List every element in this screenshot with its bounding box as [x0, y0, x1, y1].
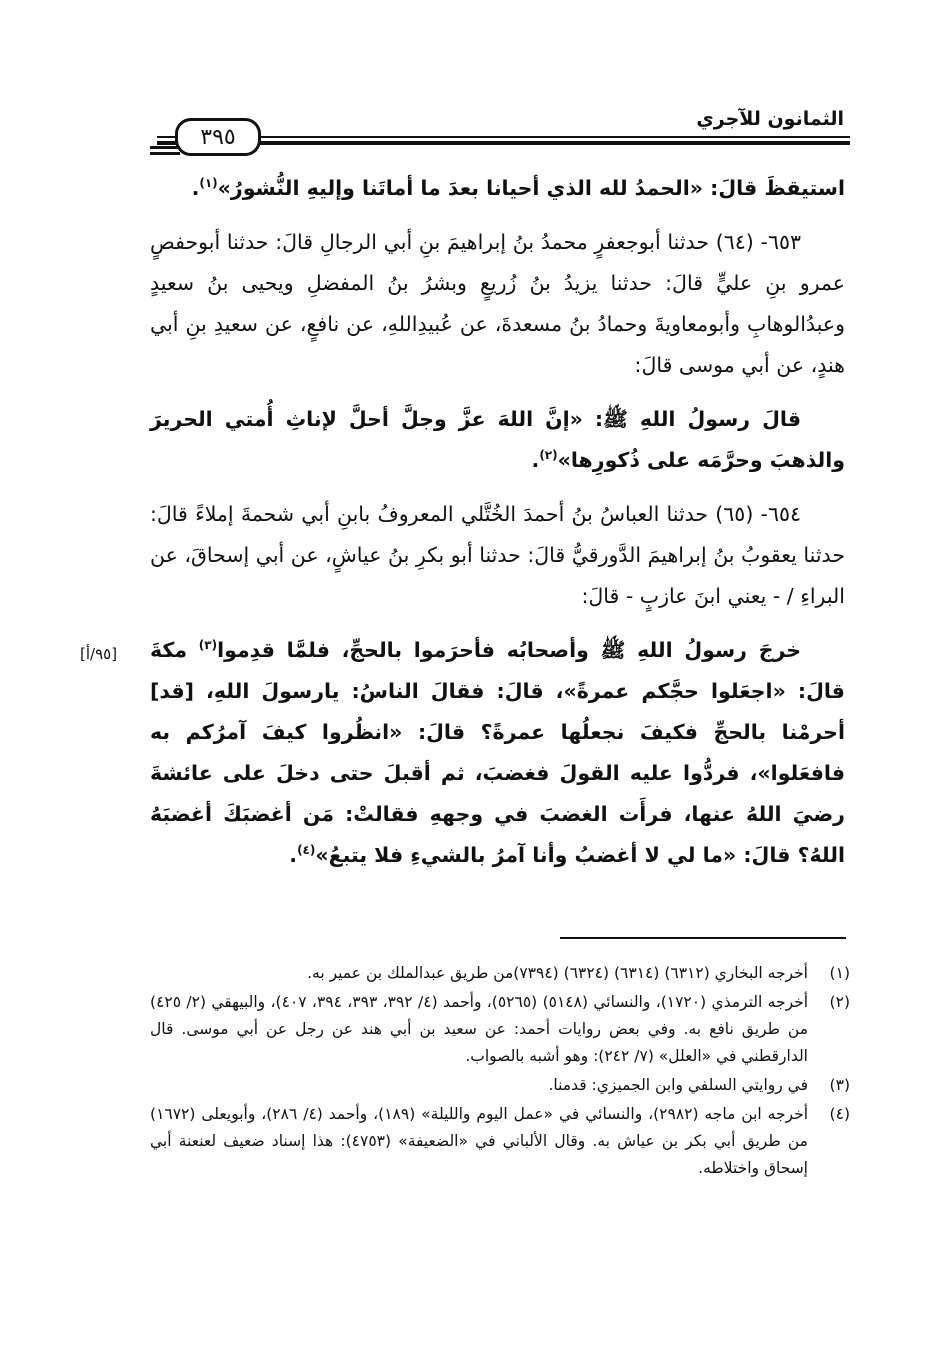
footnote-ref-2: (٢)	[539, 448, 558, 463]
footnote-ref-1: (١)	[199, 176, 218, 191]
footnote-text: أخرجه الترمذي (١٧٢٠)، والنسائي (٥١٤٨) (٥٢٦٥)، وأحمد (٤/ ٣٩٢، ٣٩٣، ٣٩٤، ٤٠٧)، والبيهقي (٢/ ٤٢٥) من طريق نافع به. وفي بعض روايات أحمد: عن سعيد بن أبي هند عن رجل عن أبي موسى. قال الدارقطني في «العلل» (٧/ ٢٤٢): وهو أشبه بالصواب.	[150, 993, 809, 1065]
footnote-1	[150, 960, 850, 987]
footnote-number: (١)	[829, 964, 850, 982]
footnote-text: أخرجه البخاري (٦٣١٢) (٦٣١٤) (٦٣٢٤) (٧٣٩٤)من طريق عبدالملك بن عمير به.	[307, 964, 808, 982]
paragraph-hadith-654: ٦٥٤- (٦٥) حدثنا العباسُ بنُ أحمدَ الخُتَّلي المعروفُ بابنِ أبي شحمةَ إملاءً قالَ: حدثنا يعقوبُ بنُ إبراهيمَ الدَّورقيُّ قالَ: حدثنا أبو بكرِ بنُ عياشٍ، عن أبي إسحاقَ، عن البراءِ / - يعني ابنَ عازبٍ - قالَ:	[150, 502, 845, 608]
manuscript-folio-marker: [٩٥/أ]	[80, 645, 118, 663]
footnote-text: أخرجه ابن ماجه (٢٩٨٢)، والنسائي في «عمل اليوم والليلة» (١٨٩)، وأحمد (٤/ ٢٨٦)، وأبويعلى (١٦٧٢) من طريق أبي بكر بن عياش به. وقال الألباني في «الضعيفة» (٤٧٥٣): هذا إسناد ضعيف لعنعنة أبي إسحاق واختلاطه.	[150, 1105, 808, 1177]
paragraph-hadith-654-matn: خرجَ رسولُ اللهِ ﷺ وأصحابُه فأحرَموا بالحجِّ، فلمَّا قدِموا$^{(٣)}$ مكةَ قالَ: «اجعَلوا حجَّكم عمرةً»، قالَ: فقالَ الناسُ: يارسولَ اللهِ، [قد] أحرمْنا بالحجِّ فكيفَ نجعلُها عمرةً؟ قالَ: «انظُروا كيفَ آمرُكم به فافعَلوا»، فردُّوا عليه القولَ فغضبَ، ثم أقبلَ حتى دخلَ على عائشةَ رضيَ اللهُ عنها، فرأَت الغضبَ في وجههِ فقالتْ: مَن أغضبَكَ أغضبَهُ اللهُ؟ قالَ: «ما لي لا أغضبُ وأنا آمرُ بالشيءِ فلا يتبعُ»$^{(٤)}$.	[150, 638, 845, 867]
paragraph-text: خرجَ رسولُ اللهِ ﷺ وأصحابُه فأحرَموا بالحجِّ، فلمَّا قدِموا	[217, 638, 801, 662]
paragraph-text: استيقظَ قالَ: «الحمدُ لله الذي أحيانا بعدَ ما أماتَنا وإليهِ النُّشورُ»	[217, 176, 845, 200]
footnote-ref-4: (٤)	[297, 843, 316, 858]
footnote-2	[150, 989, 850, 1070]
header-rule-left-lower	[150, 152, 180, 155]
footnote-text: في روايتي السلفي وابن الجميزي: قدمنا.	[548, 1076, 808, 1094]
footnote-number: (٣)	[829, 1076, 850, 1094]
paragraph-hadith-653: ٦٥٣- (٦٤) حدثنا أبوجعفرٍ محمدُ بنُ إبراهيمَ بنِ أبي الرجالِ قالَ: حدثنا أبوحفصٍ عمرو بنِ عليٍّ قالَ: حدثنا يزيدُ بنُ زُريعٍ وبشرُ بنُ المفضلِ ويحيى بنُ سعيدٍ وعبدُالوهابِ وأبومعاويةَ وحمادُ بنُ مسعدةَ، عن عُبيدِاللهِ، عن نافعٍ، عن سعيدِ بنِ أبي هندٍ، عن أبي موسى قالَ:	[150, 230, 845, 377]
footnote-4	[150, 1101, 850, 1182]
footnote-3	[150, 1072, 850, 1099]
paragraph-hadith-653-matn: قالَ رسولُ اللهِ ﷺ: «إنَّ اللهَ عزَّ وجلَّ أحلَّ لإناثِ أُمتي الحريرَ والذهبَ وحرَّمَه على ذُكورِها»$^{(٢)}$.	[150, 407, 845, 472]
main-text	[150, 168, 845, 889]
footnote-number: (٢)	[829, 993, 850, 1011]
paragraph-text: مكةَ قالَ: «اجعَلوا حجَّكم عمرةً»، قالَ: فقالَ الناسُ: يارسولَ اللهِ، [قد] أحرمْنا بالحجِّ فكيفَ نجعلُها عمرةً؟ قالَ: «انظُروا كيفَ آمرُكم به فافعَلوا»، فردُّوا عليه القولَ فغضبَ، ثم أقبلَ حتى دخلَ على عائشةَ رضيَ اللهُ عنها، فرأَت الغضبَ في وجههِ فقالتْ: مَن أغضبَكَ أغضبَهُ اللهُ؟ قالَ: «ما لي لا أغضبُ وأنا آمرُ بالشيءِ فلا يتبعُ»	[150, 638, 845, 867]
footnote-ref-3: (٣)	[198, 638, 218, 653]
footnote-number: (٤)	[829, 1105, 850, 1123]
footnote-separator	[560, 937, 846, 939]
header-rule-thick	[157, 141, 850, 145]
running-title: الثمانون للآجري	[696, 108, 844, 130]
footnotes	[150, 960, 850, 1184]
paragraph-text: قالَ رسولُ اللهِ ﷺ: «إنَّ اللهَ عزَّ وجلَّ أحلَّ لإناثِ أُمتي الحريرَ والذهبَ وحرَّمَه على ذُكورِها»	[150, 407, 845, 472]
page-number: ٣٩٥	[175, 118, 261, 156]
paragraph-continuation: استيقظَ قالَ: «الحمدُ لله الذي أحيانا بعدَ ما أماتَنا وإليهِ النُّشورُ»$^{(١)}$.	[191, 176, 845, 200]
